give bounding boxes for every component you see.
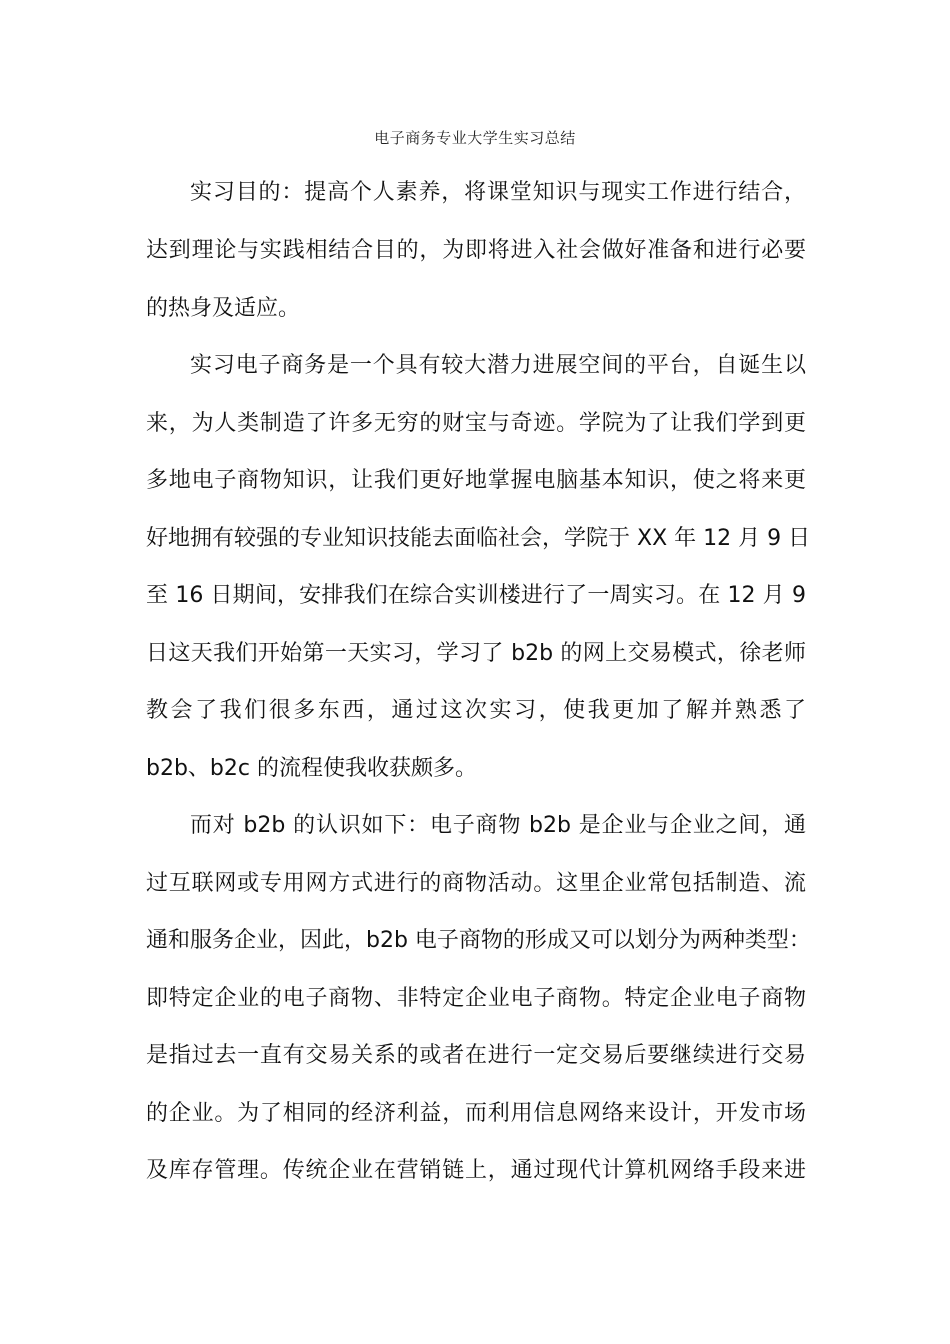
paragraph-line: 的企业。为了相同的经济利益，而利用信息网络来设计，开发市场	[146, 1101, 806, 1126]
paragraph-line: 而对 b2b 的认识如下：电子商物 b2b 是企业与企业之间，通	[190, 813, 806, 838]
paragraph-line: 好地拥有较强的专业知识技能去面临社会，学院于 XX 年 12 月 9 日	[146, 526, 811, 551]
paragraph-line: 过互联网或专用网方式进行的商物活动。这里企业常包括制造、流	[146, 871, 806, 896]
paragraph-line: 至 16 日期间，安排我们在综合实训楼进行了一周实习。在 12 月 9	[146, 583, 806, 608]
paragraph-line: 的热身及适应。	[146, 296, 301, 321]
paragraph-line: 及库存管理。传统企业在营销链上，通过现代计算机网络手段来进	[146, 1158, 806, 1183]
paragraph-line: 即特定企业的电子商物、非特定企业电子商物。特定企业电子商物	[146, 986, 806, 1011]
paragraph-line: b2b、b2c 的流程使我收获颇多。	[146, 756, 477, 781]
paragraph-line: 教会了我们很多东西，通过这次实习，使我更加了解并熟悉了	[146, 698, 806, 723]
document-title: 电子商务专业大学生实习总结	[374, 129, 576, 147]
paragraph-line: 多地电子商物知识，让我们更好地掌握电脑基本知识，使之将来更	[146, 468, 806, 493]
paragraph-line: 实习目的：提高个人素养，将课堂知识与现实工作进行结合，	[190, 180, 806, 205]
paragraph-line: 实习电子商务是一个具有较大潜力进展空间的平台，自诞生以	[190, 353, 806, 378]
paragraph-line: 通和服务企业，因此，b2b 电子商物的形成又可以划分为两种类型：	[146, 928, 811, 953]
paragraph-line: 来，为人类制造了许多无穷的财宝与奇迹。学院为了让我们学到更	[146, 411, 806, 436]
paragraph-line: 是指过去一直有交易关系的或者在进行一定交易后要继续进行交易	[146, 1043, 806, 1068]
paragraph-line: 达到理论与实践相结合目的，为即将进入社会做好准备和进行必要	[146, 238, 806, 263]
paragraph-line: 日这天我们开始第一天实习，学习了 b2b 的网上交易模式，徐老师	[146, 641, 806, 666]
